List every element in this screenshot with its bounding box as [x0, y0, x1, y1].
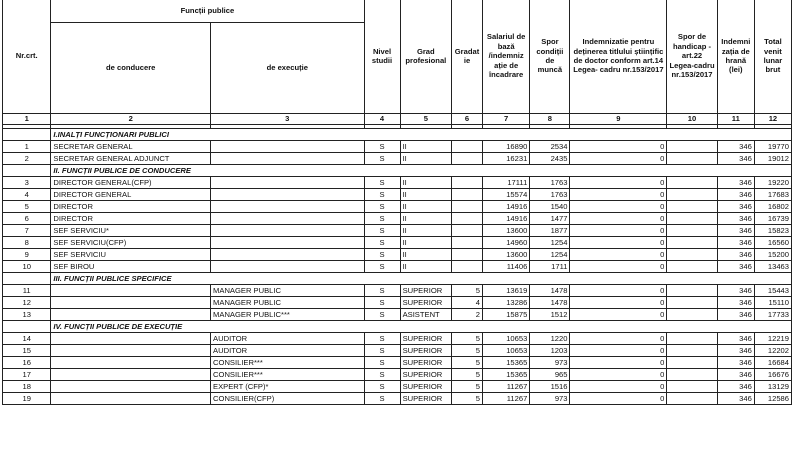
functie-conducere-cell — [51, 345, 211, 357]
grad-profesional-cell: SUPERIOR — [400, 393, 452, 405]
col-header-indemnizatie-doctor: Indemnizatie pentru deținerea titlului științific de doctor conform art.14 Legea- cadru nr.153/2017 — [570, 0, 667, 114]
functie-conducere-cell: SECRETAR GENERAL — [51, 141, 211, 153]
grad-profesional-cell: SUPERIOR — [400, 357, 452, 369]
nivel-studii-cell: S — [364, 357, 400, 369]
spor-handicap-cell — [667, 285, 717, 297]
column-index-cell: 11 — [717, 114, 754, 125]
total-venit-cell: 17733 — [754, 309, 791, 321]
indemnizatie-hrana-cell: 346 — [717, 237, 754, 249]
spor-handicap-cell — [667, 345, 717, 357]
gradatie-cell — [452, 153, 483, 165]
functie-conducere-cell — [51, 357, 211, 369]
col-header-executie: de execuție — [211, 23, 364, 114]
col-header-nivel: Nivel studii — [364, 0, 400, 114]
indemnizatie-hrana-cell: 346 — [717, 201, 754, 213]
indemnizatie-doctor-cell: 0 — [570, 393, 667, 405]
salary-table — [2, 0, 792, 405]
total-venit-cell: 19220 — [754, 177, 791, 189]
functie-conducere-cell — [51, 309, 211, 321]
nivel-studii-cell: S — [364, 345, 400, 357]
table-row — [3, 153, 792, 165]
row-number-cell: 15 — [3, 345, 51, 357]
row-number-cell: 11 — [3, 285, 51, 297]
row-number-cell: 5 — [3, 201, 51, 213]
indemnizatie-hrana-cell: 346 — [717, 249, 754, 261]
functie-executie-cell — [211, 225, 364, 237]
functie-executie-cell: MANAGER PUBLIC*** — [211, 309, 364, 321]
spor-conditii-cell: 1763 — [530, 189, 570, 201]
table-row — [3, 345, 792, 357]
table-row — [3, 249, 792, 261]
spor-handicap-cell — [667, 189, 717, 201]
salariu-baza-cell: 14916 — [482, 201, 529, 213]
column-index-cell: 1 — [3, 114, 51, 125]
row-number-cell: 2 — [3, 153, 51, 165]
nivel-studii-cell: S — [364, 225, 400, 237]
grad-profesional-cell: II — [400, 213, 452, 225]
grad-profesional-cell: SUPERIOR — [400, 285, 452, 297]
col-header-nr: Nr.crt. — [3, 0, 51, 114]
nivel-studii-cell: S — [364, 201, 400, 213]
grad-profesional-cell: II — [400, 189, 452, 201]
spor-conditii-cell: 965 — [530, 369, 570, 381]
table-row — [3, 309, 792, 321]
salariu-baza-cell: 11267 — [482, 381, 529, 393]
functie-conducere-cell — [51, 381, 211, 393]
section-nr-cell — [3, 165, 51, 177]
section-title: II. FUNCȚII PUBLICE DE CONDUCERE — [51, 165, 792, 177]
gradatie-cell — [452, 141, 483, 153]
column-index-cell: 9 — [570, 114, 667, 125]
indemnizatie-doctor-cell: 0 — [570, 237, 667, 249]
nivel-studii-cell: S — [364, 237, 400, 249]
column-index-row — [3, 114, 792, 125]
functie-executie-cell — [211, 153, 364, 165]
indemnizatie-doctor-cell: 0 — [570, 333, 667, 345]
row-number-cell: 10 — [3, 261, 51, 273]
gradatie-cell — [452, 249, 483, 261]
functie-executie-cell — [211, 177, 364, 189]
indemnizatie-doctor-cell: 0 — [570, 225, 667, 237]
functie-executie-cell — [211, 237, 364, 249]
total-venit-cell: 19770 — [754, 141, 791, 153]
functie-conducere-cell: SEF SERVICIU(CFP) — [51, 237, 211, 249]
spor-handicap-cell — [667, 381, 717, 393]
gradatie-cell — [452, 177, 483, 189]
functie-conducere-cell — [51, 393, 211, 405]
functie-conducere-cell — [51, 369, 211, 381]
spor-handicap-cell — [667, 213, 717, 225]
gradatie-cell: 2 — [452, 309, 483, 321]
column-index-cell: 8 — [530, 114, 570, 125]
indemnizatie-doctor-cell: 0 — [570, 201, 667, 213]
total-venit-cell: 15110 — [754, 297, 791, 309]
indemnizatie-hrana-cell: 346 — [717, 141, 754, 153]
nivel-studii-cell: S — [364, 369, 400, 381]
functie-conducere-cell: SEF SERVICIU — [51, 249, 211, 261]
spor-handicap-cell — [667, 309, 717, 321]
total-venit-cell: 12202 — [754, 345, 791, 357]
spor-conditii-cell: 1254 — [530, 249, 570, 261]
total-venit-cell: 13129 — [754, 381, 791, 393]
spor-handicap-cell — [667, 225, 717, 237]
section-header-row — [3, 273, 792, 285]
gradatie-cell — [452, 189, 483, 201]
column-index-cell: 2 — [51, 114, 211, 125]
column-index-cell: 5 — [400, 114, 452, 125]
total-venit-cell: 17683 — [754, 189, 791, 201]
spor-conditii-cell: 2435 — [530, 153, 570, 165]
salariu-baza-cell: 16231 — [482, 153, 529, 165]
functie-conducere-cell: DIRECTOR — [51, 201, 211, 213]
spor-conditii-cell: 973 — [530, 357, 570, 369]
indemnizatie-hrana-cell: 346 — [717, 357, 754, 369]
col-header-spor-conditii: Spor condiții de muncă — [530, 0, 570, 114]
table-row — [3, 225, 792, 237]
salariu-baza-cell: 15574 — [482, 189, 529, 201]
gradatie-cell: 5 — [452, 381, 483, 393]
nivel-studii-cell: S — [364, 189, 400, 201]
functie-executie-cell — [211, 189, 364, 201]
functie-executie-cell: CONSILIER(CFP) — [211, 393, 364, 405]
spor-handicap-cell — [667, 369, 717, 381]
salariu-baza-cell: 13600 — [482, 249, 529, 261]
col-header-total: Total venit lunar brut — [754, 0, 791, 114]
section-title: III. FUNCȚII PUBLICE SPECIFICE — [51, 273, 792, 285]
grad-profesional-cell: II — [400, 201, 452, 213]
functie-conducere-cell — [51, 333, 211, 345]
spor-conditii-cell: 973 — [530, 393, 570, 405]
indemnizatie-doctor-cell: 0 — [570, 381, 667, 393]
row-number-cell: 9 — [3, 249, 51, 261]
total-venit-cell: 13463 — [754, 261, 791, 273]
nivel-studii-cell: S — [364, 297, 400, 309]
row-number-cell: 19 — [3, 393, 51, 405]
gradatie-cell: 5 — [452, 345, 483, 357]
row-number-cell: 12 — [3, 297, 51, 309]
grad-profesional-cell: ASISTENT — [400, 309, 452, 321]
salariu-baza-cell: 15365 — [482, 369, 529, 381]
functie-conducere-cell: DIRECTOR GENERAL — [51, 189, 211, 201]
spor-conditii-cell: 1540 — [530, 201, 570, 213]
gradatie-cell — [452, 261, 483, 273]
section-nr-cell — [3, 273, 51, 285]
indemnizatie-doctor-cell: 0 — [570, 297, 667, 309]
row-number-cell: 4 — [3, 189, 51, 201]
row-number-cell: 18 — [3, 381, 51, 393]
spor-conditii-cell: 1512 — [530, 309, 570, 321]
gradatie-cell: 5 — [452, 393, 483, 405]
table-row — [3, 369, 792, 381]
salariu-baza-cell: 14916 — [482, 213, 529, 225]
nivel-studii-cell: S — [364, 141, 400, 153]
spor-handicap-cell — [667, 261, 717, 273]
section-header-row — [3, 321, 792, 333]
indemnizatie-hrana-cell: 346 — [717, 261, 754, 273]
spor-handicap-cell — [667, 153, 717, 165]
functie-conducere-cell: SEF SERVICIU* — [51, 225, 211, 237]
nivel-studii-cell: S — [364, 309, 400, 321]
column-index-cell: 12 — [754, 114, 791, 125]
spor-conditii-cell: 1203 — [530, 345, 570, 357]
nivel-studii-cell: S — [364, 213, 400, 225]
salariu-baza-cell: 11267 — [482, 393, 529, 405]
nivel-studii-cell: S — [364, 393, 400, 405]
salariu-baza-cell: 13600 — [482, 225, 529, 237]
table-row — [3, 261, 792, 273]
col-header-salariul: Salariul de bază /indemniz ație de încadrare — [482, 0, 529, 114]
table-row — [3, 189, 792, 201]
salariu-baza-cell: 13286 — [482, 297, 529, 309]
grad-profesional-cell: SUPERIOR — [400, 345, 452, 357]
spor-handicap-cell — [667, 141, 717, 153]
salariu-baza-cell: 15365 — [482, 357, 529, 369]
functie-executie-cell: MANAGER PUBLIC — [211, 285, 364, 297]
row-number-cell: 13 — [3, 309, 51, 321]
functie-executie-cell — [211, 201, 364, 213]
spor-handicap-cell — [667, 357, 717, 369]
grad-profesional-cell: II — [400, 237, 452, 249]
gradatie-cell — [452, 201, 483, 213]
spor-handicap-cell — [667, 237, 717, 249]
total-venit-cell: 12219 — [754, 333, 791, 345]
total-venit-cell: 15200 — [754, 249, 791, 261]
spor-handicap-cell — [667, 177, 717, 189]
grad-profesional-cell: SUPERIOR — [400, 297, 452, 309]
total-venit-cell: 16676 — [754, 369, 791, 381]
spor-conditii-cell: 1516 — [530, 381, 570, 393]
indemnizatie-doctor-cell: 0 — [570, 141, 667, 153]
gradatie-cell — [452, 237, 483, 249]
nivel-studii-cell: S — [364, 261, 400, 273]
salariu-baza-cell: 15875 — [482, 309, 529, 321]
indemnizatie-doctor-cell: 0 — [570, 369, 667, 381]
total-venit-cell: 16802 — [754, 201, 791, 213]
table-row — [3, 381, 792, 393]
total-venit-cell: 12586 — [754, 393, 791, 405]
nivel-studii-cell: S — [364, 333, 400, 345]
spor-conditii-cell: 1877 — [530, 225, 570, 237]
total-venit-cell: 16684 — [754, 357, 791, 369]
total-venit-cell: 16739 — [754, 213, 791, 225]
col-header-grad: Grad profesional — [400, 0, 452, 114]
indemnizatie-hrana-cell: 346 — [717, 333, 754, 345]
column-index-cell: 3 — [211, 114, 364, 125]
section-header-row — [3, 165, 792, 177]
grad-profesional-cell: II — [400, 177, 452, 189]
spor-handicap-cell — [667, 249, 717, 261]
table-row — [3, 357, 792, 369]
functie-executie-cell: MANAGER PUBLIC — [211, 297, 364, 309]
functie-executie-cell: AUDITOR — [211, 345, 364, 357]
functie-executie-cell: EXPERT (CFP)* — [211, 381, 364, 393]
row-number-cell: 17 — [3, 369, 51, 381]
gradatie-cell: 5 — [452, 369, 483, 381]
functie-conducere-cell: SEF BIROU — [51, 261, 211, 273]
indemnizatie-hrana-cell: 346 — [717, 177, 754, 189]
section-nr-cell — [3, 129, 51, 141]
gradatie-cell: 5 — [452, 357, 483, 369]
table-row — [3, 213, 792, 225]
indemnizatie-hrana-cell: 346 — [717, 189, 754, 201]
indemnizatie-hrana-cell: 346 — [717, 297, 754, 309]
table-row — [3, 333, 792, 345]
section-nr-cell — [3, 321, 51, 333]
table-row — [3, 201, 792, 213]
indemnizatie-hrana-cell: 346 — [717, 381, 754, 393]
grad-profesional-cell: II — [400, 225, 452, 237]
spor-handicap-cell — [667, 297, 717, 309]
row-number-cell: 3 — [3, 177, 51, 189]
spor-handicap-cell — [667, 201, 717, 213]
indemnizatie-doctor-cell: 0 — [570, 261, 667, 273]
nivel-studii-cell: S — [364, 177, 400, 189]
col-header-spor-handicap: Spor de handicap - art.22 Legea-cadru nr.153/2017 — [667, 0, 717, 114]
row-number-cell: 1 — [3, 141, 51, 153]
gradatie-cell: 4 — [452, 297, 483, 309]
gradatie-cell — [452, 213, 483, 225]
spor-handicap-cell — [667, 393, 717, 405]
indemnizatie-doctor-cell: 0 — [570, 213, 667, 225]
indemnizatie-doctor-cell: 0 — [570, 345, 667, 357]
spor-conditii-cell: 1477 — [530, 213, 570, 225]
table-row — [3, 285, 792, 297]
row-number-cell: 7 — [3, 225, 51, 237]
indemnizatie-doctor-cell: 0 — [570, 189, 667, 201]
functie-conducere-cell — [51, 285, 211, 297]
salariu-baza-cell: 16890 — [482, 141, 529, 153]
indemnizatie-doctor-cell: 0 — [570, 285, 667, 297]
spor-conditii-cell: 1478 — [530, 285, 570, 297]
functie-executie-cell: CONSILIER*** — [211, 369, 364, 381]
nivel-studii-cell: S — [364, 153, 400, 165]
salariu-baza-cell: 10653 — [482, 333, 529, 345]
functie-executie-cell — [211, 249, 364, 261]
functie-conducere-cell: SECRETAR GENERAL ADJUNCT — [51, 153, 211, 165]
row-number-cell: 16 — [3, 357, 51, 369]
table-row — [3, 393, 792, 405]
total-venit-cell: 19012 — [754, 153, 791, 165]
grad-profesional-cell: II — [400, 261, 452, 273]
table-row — [3, 237, 792, 249]
col-header-conducere: de conducere — [51, 23, 211, 114]
indemnizatie-doctor-cell: 0 — [570, 249, 667, 261]
section-title: IV. FUNCȚII PUBLICE DE EXECUȚIE — [51, 321, 792, 333]
gradatie-cell: 5 — [452, 333, 483, 345]
column-index-cell: 7 — [482, 114, 529, 125]
indemnizatie-hrana-cell: 346 — [717, 213, 754, 225]
salariu-baza-cell: 17111 — [482, 177, 529, 189]
section-header-row — [3, 129, 792, 141]
indemnizatie-hrana-cell: 346 — [717, 285, 754, 297]
total-venit-cell: 15823 — [754, 225, 791, 237]
grad-profesional-cell: II — [400, 153, 452, 165]
salariu-baza-cell: 11406 — [482, 261, 529, 273]
functie-conducere-cell — [51, 297, 211, 309]
indemnizatie-hrana-cell: 346 — [717, 369, 754, 381]
total-venit-cell: 15443 — [754, 285, 791, 297]
spor-conditii-cell: 1763 — [530, 177, 570, 189]
indemnizatie-hrana-cell: 346 — [717, 345, 754, 357]
row-number-cell: 6 — [3, 213, 51, 225]
grad-profesional-cell: SUPERIOR — [400, 381, 452, 393]
column-index-cell: 6 — [452, 114, 483, 125]
row-number-cell: 8 — [3, 237, 51, 249]
indemnizatie-hrana-cell: 346 — [717, 225, 754, 237]
grad-profesional-cell: II — [400, 141, 452, 153]
functie-executie-cell: AUDITOR — [211, 333, 364, 345]
nivel-studii-cell: S — [364, 381, 400, 393]
nivel-studii-cell: S — [364, 285, 400, 297]
functie-executie-cell: CONSILIER*** — [211, 357, 364, 369]
grad-profesional-cell: SUPERIOR — [400, 369, 452, 381]
indemnizatie-doctor-cell: 0 — [570, 153, 667, 165]
salariu-baza-cell: 14960 — [482, 237, 529, 249]
table-row — [3, 141, 792, 153]
salariu-baza-cell: 13619 — [482, 285, 529, 297]
indemnizatie-doctor-cell: 0 — [570, 357, 667, 369]
spor-conditii-cell: 1254 — [530, 237, 570, 249]
indemnizatie-doctor-cell: 0 — [570, 177, 667, 189]
spor-handicap-cell — [667, 333, 717, 345]
col-header-gradatie: Gradat ie — [452, 0, 483, 114]
gradatie-cell — [452, 225, 483, 237]
functie-executie-cell — [211, 261, 364, 273]
functie-conducere-cell: DIRECTOR GENERAL(CFP) — [51, 177, 211, 189]
grad-profesional-cell: SUPERIOR — [400, 333, 452, 345]
functie-executie-cell — [211, 141, 364, 153]
nivel-studii-cell: S — [364, 249, 400, 261]
gradatie-cell: 5 — [452, 285, 483, 297]
functie-conducere-cell: DIRECTOR — [51, 213, 211, 225]
column-index-cell: 4 — [364, 114, 400, 125]
indemnizatie-doctor-cell: 0 — [570, 309, 667, 321]
section-title: I.INALȚI FUNCȚIONARI PUBLICI — [51, 129, 792, 141]
total-venit-cell: 16560 — [754, 237, 791, 249]
spor-conditii-cell: 2534 — [530, 141, 570, 153]
indemnizatie-hrana-cell: 346 — [717, 153, 754, 165]
spor-conditii-cell: 1711 — [530, 261, 570, 273]
spor-conditii-cell: 1478 — [530, 297, 570, 309]
indemnizatie-hrana-cell: 346 — [717, 309, 754, 321]
indemnizatie-hrana-cell: 346 — [717, 393, 754, 405]
salariu-baza-cell: 10653 — [482, 345, 529, 357]
column-index-cell: 10 — [667, 114, 717, 125]
table-row — [3, 297, 792, 309]
functie-executie-cell — [211, 213, 364, 225]
col-header-indemnizatie-hrana: Indemni zația de hrană (lei) — [717, 0, 754, 114]
grad-profesional-cell: II — [400, 249, 452, 261]
col-header-functii: Funcții publice — [51, 0, 364, 23]
row-number-cell: 14 — [3, 333, 51, 345]
spor-conditii-cell: 1220 — [530, 333, 570, 345]
table-row — [3, 177, 792, 189]
